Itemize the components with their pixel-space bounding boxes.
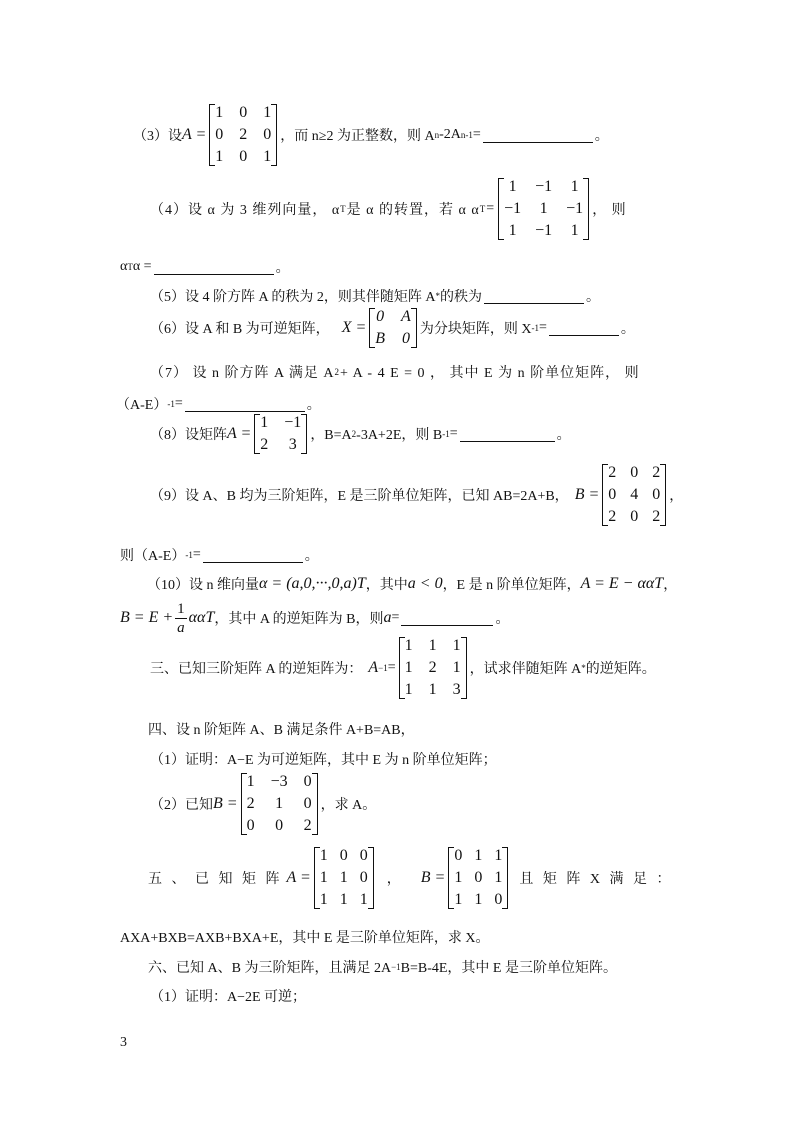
fraction: [175, 600, 187, 637]
matrix-cell: −1: [504, 200, 522, 217]
text: ，试求伴随矩阵 A: [469, 662, 582, 677]
text: =: [449, 426, 458, 441]
sup: 2: [334, 367, 340, 377]
question-6: [150, 306, 635, 350]
sup: T: [356, 575, 366, 592]
matrix-cell: 1: [404, 681, 413, 698]
matrix-cell: 0: [339, 847, 348, 864]
math: α = (a,0,···,0,a): [259, 575, 357, 592]
text: =: [486, 201, 496, 216]
text: 。: [306, 398, 321, 413]
question-5: [150, 287, 600, 305]
matrix-alpha-alpha-t: [498, 178, 589, 240]
text: -3A+2E，则 B: [356, 428, 443, 443]
matrix-cell: 3: [452, 681, 461, 698]
question-8: [150, 413, 571, 455]
matrix-cell: 2: [608, 508, 617, 525]
math-lhs: B =: [420, 869, 446, 886]
matrix-cell: B: [375, 330, 386, 347]
matrix-cell: 1: [452, 659, 461, 676]
text: ，其中: [365, 578, 408, 593]
matrix-cell: 1: [263, 104, 272, 121]
matrix-cell: 1: [508, 222, 517, 239]
matrix-cell: 1: [339, 869, 348, 886]
text: （9）设 A、B 均为三阶矩阵，E 是三阶单位矩阵，已知 AB=2A+B，: [150, 489, 569, 504]
section-5: [148, 845, 673, 911]
matrix-cell: 2: [246, 795, 255, 812]
question-10: [147, 574, 677, 594]
matrix-cell: 2: [260, 436, 269, 453]
matrix-cell: 0: [275, 817, 284, 834]
text: 则（A-E）: [120, 549, 186, 564]
matrix-cell: 1: [215, 104, 224, 121]
sup: -1: [442, 429, 450, 439]
answer-blank[interactable]: [483, 128, 593, 143]
sup: n: [434, 130, 440, 140]
text: （8）设矩阵: [150, 428, 227, 443]
matrix-a: [209, 104, 277, 166]
sup: T: [127, 262, 133, 272]
matrix-cell: 0: [303, 795, 312, 812]
answer-blank[interactable]: [401, 611, 493, 626]
text: =: [387, 660, 396, 675]
math: A = E − αα: [580, 575, 655, 592]
math: a: [383, 609, 392, 626]
sup: -1: [167, 399, 175, 409]
matrix-x: [369, 308, 417, 348]
sup: T: [205, 609, 215, 626]
section-4-title: [148, 720, 415, 738]
text: 的秩为: [439, 290, 482, 305]
text: AXA+BXB=AXB+BXA+E，其中 E 是三阶单位矩阵，求 X。: [120, 931, 490, 946]
matrix-cell: 0: [630, 464, 639, 481]
matrix-cell: 1: [404, 637, 413, 654]
sup: *: [435, 291, 440, 301]
answer-blank[interactable]: [154, 260, 274, 275]
text: （5）设 4 阶方阵 A 的秩为 2，则其伴随矩阵 A: [150, 290, 436, 305]
matrix-cell: 0: [474, 869, 483, 886]
matrix-cell: −1: [535, 178, 553, 195]
matrix-cell: −3: [270, 773, 288, 790]
matrix-cell: 0: [246, 817, 255, 834]
text: 四、设 n 阶矩阵 A、B 满足条件 A+B=AB，: [148, 723, 415, 738]
section-5-line2: [120, 928, 490, 946]
matrix-cell: 0: [239, 104, 248, 121]
matrix-cell: 1: [319, 891, 328, 908]
text: -2A: [439, 127, 461, 142]
matrix-cell: 1: [494, 869, 503, 886]
text: 为分块矩阵，则 X: [419, 322, 532, 337]
text: ，E 是 n 阶单位矩阵，: [442, 578, 581, 593]
matrix-cell: 1: [260, 414, 269, 431]
text: =: [174, 396, 183, 411]
sup: T: [340, 204, 347, 214]
matrix-cell: 2: [428, 659, 437, 676]
matrix-b: [241, 773, 318, 835]
text: ，其中 A 的逆矩阵为 B，则: [214, 612, 384, 627]
matrix-cell: 1: [215, 148, 224, 165]
text: （1）证明：A−E 为可逆矩阵，其中 E 为 n 阶单位矩阵；: [150, 753, 497, 768]
matrix-cell: 1: [494, 847, 503, 864]
matrix-cell: 0: [376, 308, 385, 325]
numerator: 1: [177, 600, 185, 617]
matrix-cell: 1: [359, 891, 368, 908]
text: 六、已知 A、B 为三阶矩阵，且满足 2A: [148, 961, 392, 976]
matrix-cell: 1: [339, 891, 348, 908]
sup: *: [581, 663, 586, 673]
denominator: a: [177, 619, 185, 636]
matrix-a: [254, 414, 307, 454]
text: 的逆矩阵。: [585, 662, 656, 677]
matrix-cell: 1: [474, 891, 483, 908]
matrix-cell: 0: [239, 148, 248, 165]
section-6-part-1: [150, 987, 306, 1005]
math-lhs: A: [368, 659, 379, 676]
matrix-cell: 0: [215, 126, 224, 143]
math-lhs: X =: [341, 319, 367, 336]
section-6-title: [148, 958, 617, 976]
math-lhs: B =: [574, 486, 600, 503]
text: ，B=A: [310, 428, 352, 443]
section-4-part-2: [150, 771, 376, 837]
sup: -1: [185, 550, 193, 560]
question-9-answer: [120, 546, 319, 564]
question-4-answer: [120, 258, 290, 276]
matrix-cell: 2: [303, 817, 312, 834]
matrix-cell: 1: [275, 795, 284, 812]
answer-blank[interactable]: [185, 397, 305, 412]
text: ，: [386, 872, 401, 887]
text: =: [538, 320, 547, 335]
matrix-cell: 2: [608, 464, 617, 481]
math-lhs: A =: [227, 425, 252, 442]
sup: n-1: [460, 130, 473, 140]
math: αα: [188, 609, 206, 626]
matrix-cell: −1: [566, 200, 584, 217]
matrix-cell: 1: [428, 637, 437, 654]
matrix-b: [602, 464, 666, 526]
answer-blank[interactable]: [549, 321, 619, 336]
matrix-cell: 3: [288, 436, 297, 453]
text: ，求 A。: [320, 798, 377, 813]
question-7-answer: [116, 395, 321, 413]
text: =: [472, 127, 481, 142]
matrix-cell: 1: [454, 891, 463, 908]
matrix-cell: 0: [401, 330, 410, 347]
text: 。: [620, 322, 635, 337]
matrix-cell: −1: [284, 414, 302, 431]
matrix-cell: 1: [319, 847, 328, 864]
matrix-cell: 0: [454, 847, 463, 864]
text: （3）设: [133, 129, 182, 144]
text: 。: [275, 261, 290, 276]
matrix-cell: 2: [239, 126, 248, 143]
text: =: [192, 547, 201, 562]
sup: 2: [351, 429, 357, 439]
matrix-cell: 2: [652, 464, 661, 481]
sup: -1: [531, 323, 539, 333]
matrix-a-inverse: [399, 637, 467, 699]
section-3: [150, 636, 656, 700]
question-9: [150, 463, 683, 527]
matrix-cell: 0: [359, 847, 368, 864]
text: α: [120, 259, 128, 274]
matrix-cell: 0: [630, 508, 639, 525]
matrix-cell: −1: [535, 222, 553, 239]
matrix-cell: 0: [263, 126, 272, 143]
matrix-cell: 0: [608, 486, 617, 503]
text: （6）设 A 和 B 为可逆矩阵，: [150, 322, 330, 337]
text: 。: [585, 290, 600, 305]
page-number: [120, 1034, 127, 1052]
text: ， 则: [592, 203, 627, 218]
math: a < 0: [407, 575, 443, 592]
answer-blank[interactable]: [203, 548, 303, 563]
question-3: [133, 105, 609, 165]
matrix-cell: 2: [652, 508, 661, 525]
text: （A-E）: [116, 398, 168, 413]
text: 是 α 的转置，若 α α: [346, 203, 480, 218]
text: （10）设 n 维向量: [147, 578, 259, 593]
matrix-cell: 1: [508, 178, 517, 195]
matrix-cell: 1: [454, 869, 463, 886]
matrix-cell: 1: [474, 847, 483, 864]
text: ，: [663, 578, 678, 593]
text: =: [391, 610, 400, 625]
matrix-cell: 4: [630, 486, 639, 503]
section-4-part-1: [150, 750, 497, 768]
math-lhs: B =: [213, 795, 238, 812]
text: 3: [120, 1035, 127, 1050]
sup: T: [479, 204, 487, 214]
matrix-cell: 1: [452, 637, 461, 654]
text: （4）设 α 为 3 维列向量， α: [150, 203, 341, 218]
text: （1）证明：A−2E 可逆；: [150, 990, 307, 1005]
matrix-cell: 1: [246, 773, 255, 790]
matrix-cell: 1: [539, 200, 548, 217]
matrix-cell: 0: [303, 773, 312, 790]
text: 五 、 已 知 矩 阵: [148, 872, 283, 887]
matrix-cell: 1: [319, 869, 328, 886]
math: B = E +: [120, 609, 174, 626]
matrix-cell: 1: [263, 148, 272, 165]
text: 且 矩 阵 X 满 足 ：: [519, 872, 674, 887]
question-4: [150, 178, 627, 240]
answer-blank[interactable]: [460, 427, 555, 442]
text: α =: [132, 259, 152, 274]
text: B=B-4E，其中 E 是三阶单位矩阵。: [400, 961, 617, 976]
matrix-cell: 0: [652, 486, 661, 503]
text: + A - 4 E = 0 ， 其中 E 为 n 阶单位矩阵， 则: [339, 366, 640, 381]
matrix-cell: 0: [359, 869, 368, 886]
text: ，: [669, 489, 684, 504]
text: ，而 n≥2 为正整数，则 A: [280, 129, 435, 144]
text: （7） 设 n 阶方阵 A 满足 A: [150, 366, 335, 381]
text: 。: [594, 129, 609, 144]
answer-blank[interactable]: [484, 289, 584, 304]
text: （2）已知: [150, 798, 213, 813]
matrix-cell: 1: [404, 659, 413, 676]
matrix-b: [448, 847, 508, 909]
math-lhs: A =: [286, 869, 311, 886]
matrix-a: [314, 847, 374, 909]
text: 。: [556, 428, 571, 443]
sup: T: [654, 575, 664, 592]
sup: −1: [378, 663, 388, 673]
matrix-cell: 0: [494, 891, 503, 908]
question-10-line2: [120, 598, 509, 638]
question-7: [150, 363, 640, 381]
matrix-cell: 1: [570, 178, 579, 195]
text: 。: [304, 549, 319, 564]
matrix-cell: 1: [428, 681, 437, 698]
matrix-cell: 1: [570, 222, 579, 239]
text: 三、已知三阶矩阵 A 的逆矩阵为：: [150, 662, 363, 677]
math-lhs: A =: [182, 126, 207, 143]
sup: −1: [391, 962, 401, 972]
matrix-cell: A: [401, 308, 411, 325]
text: 。: [495, 612, 510, 627]
